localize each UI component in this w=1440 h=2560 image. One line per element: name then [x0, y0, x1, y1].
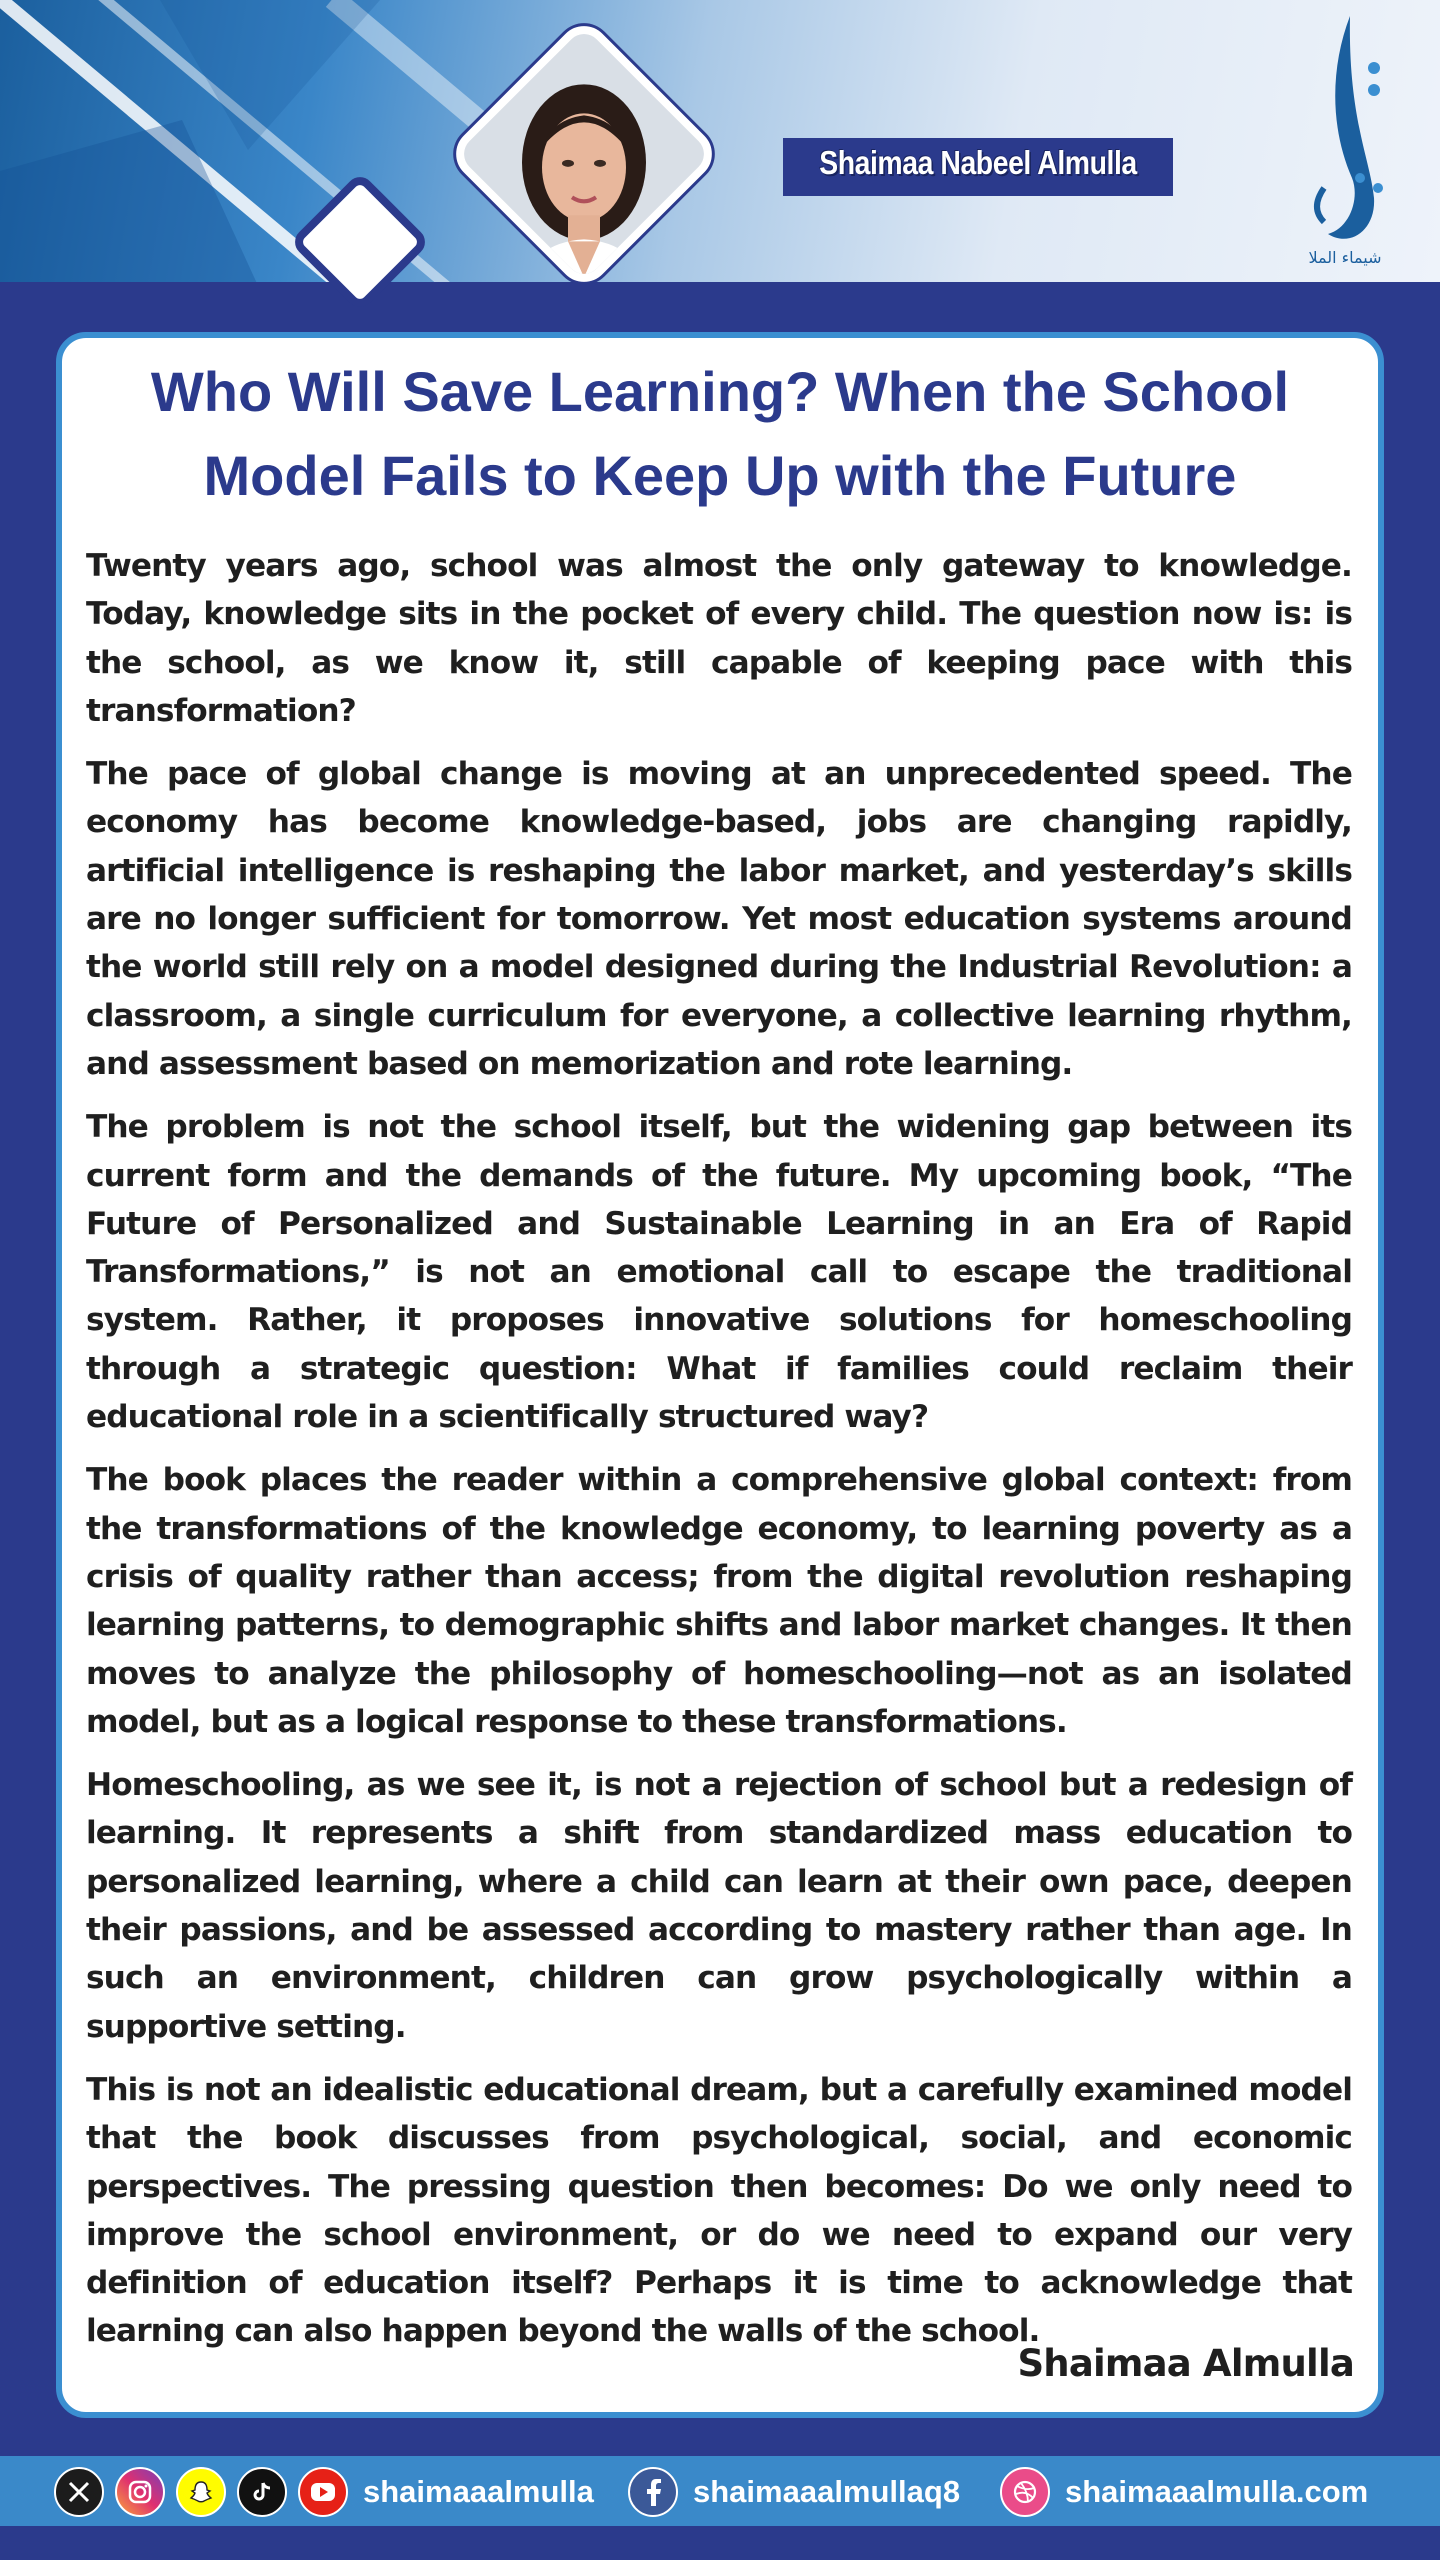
social-group-primary: [54, 2466, 594, 2518]
article-paragraph: The book places the reader within a comprehensive global context: from the transformations of the knowledge economy, to learning poverty as a crisis of quality rather than access; from the digital revolution reshaping learning patterns, to demographic shifts and labor market changes. It then moves to analyze the philosophy of homeschooling—not as an isolated model, but as a logical response to these transformations.: [86, 1462, 1352, 1740]
article-paragraph: The pace of global change is moving at an unprecedented speed. The economy has become knowledge-based, jobs are changing rapidly, artificial intelligence is reshaping the labor market, and yesterday’s skills are no longer sufficient for tomorrow. Yet most education systems around the world still rely on a model designed during the Industrial Revolution: a classroom, a single curriculum for everyone, a collective learning rhythm, and assessment based on memorization and rote learning.: [86, 756, 1352, 1082]
social-handle-facebook[interactable]: shaimaaalmullaq8: [693, 2474, 961, 2509]
snapchat-icon[interactable]: [176, 2467, 226, 2517]
author-name: Shaimaa Nabeel Almulla: [819, 144, 1137, 181]
decor-facet: [0, 120, 260, 282]
article-signature: Shaimaa Almulla: [1017, 2342, 1354, 2385]
social-handle-primary[interactable]: shaimaaalmulla: [363, 2474, 594, 2509]
x-icon[interactable]: [54, 2467, 104, 2517]
youtube-icon[interactable]: [298, 2467, 348, 2517]
social-group-facebook: [628, 2466, 960, 2518]
header-banner: [0, 0, 1440, 282]
article-title: Who Will Save Learning? When the School Model Fails to Keep Up with the Future: [150, 360, 1290, 507]
instagram-icon[interactable]: [115, 2467, 165, 2517]
website-link[interactable]: shaimaaalmulla.com: [1065, 2474, 1369, 2509]
facebook-icon[interactable]: [628, 2467, 678, 2517]
article-paragraph: The problem is not the school itself, but the widening gap between its current form and the demands of the future. My upcoming book, “The Future of Personalized and Sustainable Learning in an Era of Rapid Transformations,” is not an emotional call to escape the traditional system. Rather, it proposes innovative solutions for homeschooling through a strategic question: What if families could reclaim their educational role in a scientifically structured way?: [86, 1109, 1352, 1436]
social-group-website: [1000, 2466, 1368, 2518]
article-paragraph: This is not an idealistic educational dream, but a carefully examined model that the book discusses from psychological, social, and economic perspectives. The pressing question then becomes: Do we only need to improve the school environment, or do we need to expand our very definition of education itself? Perhaps it is time to acknowledge that learning can also happen beyond the walls of the school.: [86, 2071, 1352, 2350]
author-logo: [1290, 8, 1400, 278]
article-paragraph: Homeschooling, as we see it, is not a rejection of school but a redesign of learning. It represents a shift from standardized mass education to personalized learning, where a child can learn at their own pace, deepen their passions, and be assessed according to mastery rather than age. In such an environment, children can grow psychologically within a supportive setting.: [86, 1767, 1352, 2045]
article-paragraph: Twenty years ago, school was almost the only gateway to knowledge. Today, knowledge sits in the pocket of every child. The question now is: is the school, as we know it, still capable of keeping pace with this transformation?: [86, 548, 1352, 729]
dribbble-icon[interactable]: [1000, 2467, 1050, 2517]
logo-caption: شيماء الملا: [1308, 248, 1382, 267]
tiktok-icon[interactable]: [237, 2467, 287, 2517]
article-body: [86, 542, 1352, 2371]
